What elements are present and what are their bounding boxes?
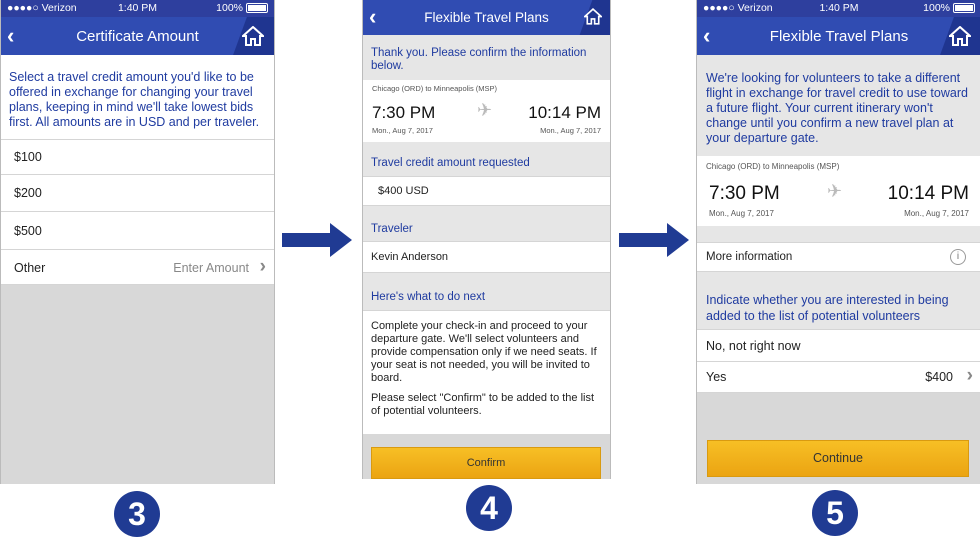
battery-indicator <box>923 2 975 14</box>
option-500[interactable]: $500 <box>1 212 274 250</box>
flight-route: Chicago (ORD) to Minneapolis (MSP) <box>372 84 498 93</box>
screen-certificate-amount <box>0 0 275 484</box>
confirm-button[interactable]: Confirm <box>371 447 601 479</box>
traveler-header: Traveler <box>363 206 610 241</box>
arrival-date: Mon., Aug 7, 2017 <box>540 126 601 135</box>
chevron-right-icon: › <box>966 365 973 386</box>
home-button[interactable] <box>226 17 274 55</box>
home-icon <box>242 26 264 46</box>
option-100[interactable]: $100 <box>1 139 274 175</box>
airplane-icon: ✈ <box>477 100 493 120</box>
home-icon <box>949 26 971 46</box>
continue-button[interactable]: Continue <box>707 440 969 477</box>
home-button[interactable] <box>572 0 610 35</box>
departure-time: 7:30 PM <box>709 183 780 204</box>
chevron-left-icon[interactable]: ‹ <box>7 23 15 48</box>
option-yes[interactable] <box>697 362 980 393</box>
other-label: Other <box>14 261 46 275</box>
flight-summary <box>697 156 980 226</box>
nav-bar <box>697 17 980 55</box>
next-steps-paragraph-2: Please select "Confirm" to be added to the list of potential volunteers. <box>371 392 595 417</box>
confirm-intro-text: Thank you. Please confirm the information below. <box>363 35 610 80</box>
next-steps-text <box>363 310 610 434</box>
screen-volunteer-offer <box>696 0 980 484</box>
indicate-interest-text: Indicate whether you are interested in being added to the list of potential volunteers <box>697 272 980 329</box>
flight-summary <box>363 80 610 142</box>
home-icon <box>584 8 602 25</box>
step-number-3: 3 <box>114 491 160 537</box>
step-number-5: 5 <box>812 490 858 536</box>
screen-confirm-volunteer <box>362 0 611 479</box>
traveler-value: Kevin Anderson <box>363 241 610 273</box>
next-steps-header: Here's what to do next <box>363 273 610 310</box>
step-number-4: 4 <box>466 485 512 531</box>
departure-date: Mon., Aug 7, 2017 <box>709 209 774 218</box>
battery-icon <box>953 3 975 13</box>
yes-label: Yes <box>706 370 727 384</box>
carrier-label: ●●●●○ Verizon <box>703 2 773 14</box>
option-other[interactable] <box>1 250 274 285</box>
arrival-date: Mon., Aug 7, 2017 <box>904 209 969 218</box>
departure-time: 7:30 PM <box>372 103 436 122</box>
spacer <box>697 226 980 242</box>
more-information-label: More information <box>706 251 793 263</box>
status-bar <box>697 0 980 17</box>
clock: 1:40 PM <box>117 2 158 14</box>
option-no[interactable]: No, not right now <box>697 329 980 362</box>
clock: 1:40 PM <box>819 2 859 14</box>
home-button[interactable] <box>933 17 980 55</box>
more-information-row[interactable] <box>697 242 980 272</box>
yes-amount: $400 <box>925 370 953 384</box>
chevron-left-icon[interactable]: ‹ <box>703 23 711 48</box>
battery-percent: 100% <box>216 2 243 14</box>
airplane-icon: ✈ <box>827 181 843 201</box>
page-title: Flexible Travel Plans <box>769 28 909 45</box>
info-icon[interactable]: i <box>950 249 966 265</box>
battery-percent: 100% <box>923 2 950 14</box>
page-title: Certificate Amount <box>76 28 199 45</box>
arrival-time: 10:14 PM <box>887 183 969 204</box>
page-title: Flexible Travel Plans <box>424 10 549 25</box>
next-steps-paragraph-1: Complete your check-in and proceed to your departure gate. We'll select volunteers and provide compensation only if we need seats. If your seat is not needed, you will be invited to board. <box>371 320 597 384</box>
battery-icon <box>246 3 268 13</box>
nav-bar <box>363 0 610 35</box>
arrival-time: 10:14 PM <box>528 103 601 122</box>
credit-value: $400 USD <box>363 176 610 206</box>
chevron-left-icon[interactable]: ‹ <box>369 4 377 29</box>
chevron-right-icon: › <box>259 256 266 277</box>
nav-bar <box>1 17 274 55</box>
carrier-label: ●●●●○ Verizon <box>7 2 77 14</box>
credit-header: Travel credit amount requested <box>363 142 610 176</box>
enter-amount-placeholder[interactable]: Enter Amount <box>173 261 249 275</box>
flight-route: Chicago (ORD) to Minneapolis (MSP) <box>706 162 840 171</box>
intro-text: Select a travel credit amount you'd like to be offered in exchange for changing your travel plans, keeping in mind we'll take lowest bids first. All amounts are in USD and per traveler. <box>1 55 274 139</box>
amount-options-list <box>1 139 274 285</box>
departure-date: Mon., Aug 7, 2017 <box>372 126 433 135</box>
volunteer-intro-text: We're looking for volunteers to take a different flight in exchange for travel credit to use toward a future flight. Your current itinerary won't change until you confirm a new travel plan at your departure gate. <box>697 55 980 156</box>
arrow-right-icon <box>619 223 689 257</box>
option-200[interactable]: $200 <box>1 175 274 212</box>
arrow-right-icon <box>282 223 352 257</box>
battery-indicator <box>216 2 268 14</box>
status-bar <box>1 0 274 17</box>
